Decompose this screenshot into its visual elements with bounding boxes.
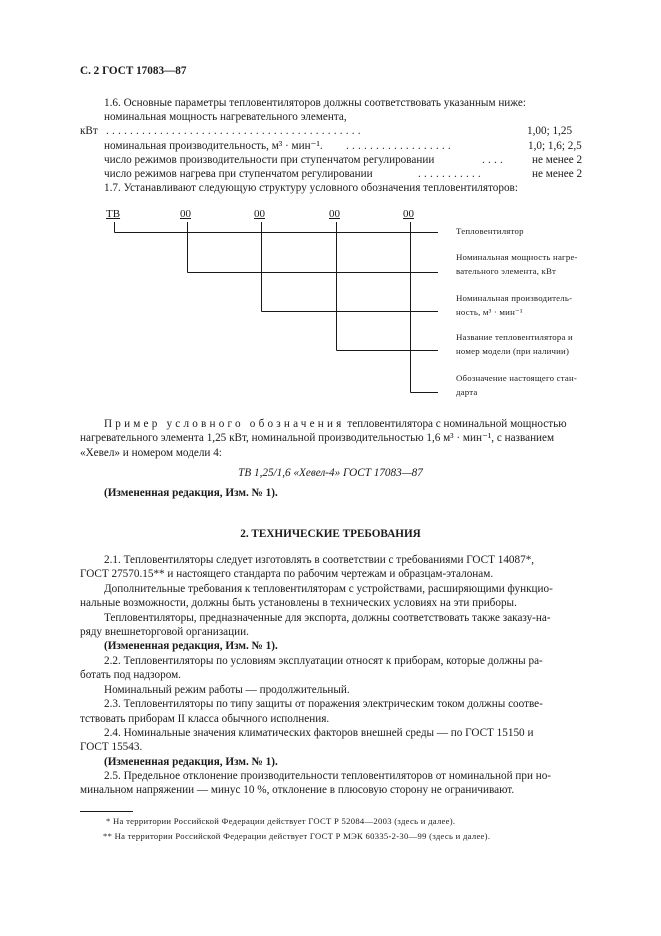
example-designation: ТВ 1,25/1,6 «Хевел-4» ГОСТ 17083—87 xyxy=(238,467,423,479)
clause-1-6-line2: номинальная мощность нагревательного элемента, xyxy=(104,111,347,123)
label-heater: Тепловентилятор xyxy=(456,226,524,236)
section-2-heading: 2. ТЕХНИЧЕСКИЕ ТРЕБОВАНИЯ xyxy=(240,528,421,540)
page-title: С. 2 ГОСТ 17083—87 xyxy=(80,65,187,77)
example-line3: «Хевел» и номером модели 4: xyxy=(80,447,222,459)
s2-line: 2.5. Предельное отклонение производительности тепловентиляторов от номинальной при но- xyxy=(104,770,552,782)
leader-dots: . . . . . . . . . . . . . . . . . . xyxy=(346,140,451,152)
label-power-line1: Номинальная мощность нагре- xyxy=(456,252,578,262)
code-model: 00 xyxy=(329,208,340,220)
heat-modes-value: не менее 2 xyxy=(532,168,583,180)
s2-line: 2.2. Тепловентиляторы по условиям эксплуатации относят к приборам, которые должны ра- xyxy=(104,655,543,667)
example-line2: нагревательного элемента 1,25 кВт, номинальной производительностью 1,6 м³ · мин⁻¹, с названием xyxy=(80,432,555,444)
clause-1-7: 1.7. Устанавливают следующую структуру условного обозначения тепловентиляторов: xyxy=(104,182,518,194)
s2-line: 2.3. Тепловентиляторы по типу защиты от поражения электрическим током должны соотве- xyxy=(104,698,543,710)
label-airflow-line1: Номинальная производитель- xyxy=(456,293,573,303)
code-standard: 00 xyxy=(403,208,414,220)
example-line1 xyxy=(104,417,567,431)
s2-line: 2.1. Тепловентиляторы следует изготовлять в соответствии с требованиями ГОСТ 14087*, xyxy=(104,554,535,566)
airflow-label: номинальная производительность, м³ · мин⁻¹. xyxy=(104,140,323,152)
modes-label: число режимов производительности при ступенчатом регулировании xyxy=(104,154,435,166)
edit-note: (Измененная редакция, Изм. № 1). xyxy=(104,487,278,499)
s2-line: 2.4. Номинальные значения климатических факторов внешней среды — по ГОСТ 15150 и xyxy=(104,727,534,739)
example-line1-rest: тепловентилятора с номинальной мощностью xyxy=(347,418,567,430)
leader-dots: . . . . . . . . . . . xyxy=(418,168,481,180)
s2-line: тствовать приборам II класса обычного исполнения. xyxy=(80,713,330,725)
s2-line: нальные возможности, должны быть установлены в технических условиях на эти приборы. xyxy=(80,597,517,609)
code-power: 00 xyxy=(180,208,191,220)
s2-line: ряду внешнеторговой организации. xyxy=(80,626,249,638)
s2-line: ГОСТ 27570.15** и настоящего стандарта по рабочим чертежам и образцам-эталонам. xyxy=(80,568,494,580)
modes-value: не менее 2 xyxy=(532,154,583,166)
label-model-line2: номер модели (при наличии) xyxy=(456,346,570,356)
label-standard-line2: дарта xyxy=(456,387,478,397)
footnote-2: ** На территории Российской Федерации действует ГОСТ Р МЭК 60335-2-30—99 (здесь и далее). xyxy=(103,831,491,841)
s2-edit-note: (Измененная редакция, Изм. № 1). xyxy=(104,640,278,652)
clause-1-6-line1: 1.6. Основные параметры тепловентиляторов должны соответствовать указанным ниже: xyxy=(104,97,526,109)
s2-line: минальном напряжении — минус 10 %, отклонение в плюсовую сторону не ограничивают. xyxy=(80,784,515,796)
s2-edit-note: (Измененная редакция, Изм. № 1). xyxy=(104,756,278,768)
power-unit: кВт xyxy=(80,125,98,137)
leader-dots: . . . . . . . . . . . . . . . . . . . . . . . . . . . . . . . . . . . . . . . . . . . xyxy=(106,125,361,137)
s2-line: Тепловентиляторы, предназначенные для экспорта, должны соответствовать также заказу-на- xyxy=(104,612,551,624)
power-value: 1,00; 1,25 xyxy=(527,125,573,137)
s2-line: ГОСТ 15543. xyxy=(80,741,143,753)
leader-dots: . . . . xyxy=(482,154,503,166)
s2-line: Дополнительные требования к тепловентиляторам с устройствами, расширяющими функцио- xyxy=(104,583,553,595)
footnote-1: * На территории Российской Федерации действует ГОСТ Р 52084—2003 (здесь и далее). xyxy=(106,816,456,826)
s2-line: ботать под надзором. xyxy=(80,669,181,681)
label-model-line1: Название тепловентилятора и xyxy=(456,332,573,342)
label-airflow-line2: ность, м³ · мин⁻¹ xyxy=(456,307,523,317)
code-tv: ТВ xyxy=(106,208,121,220)
airflow-value: 1,0; 1,6; 2,5 xyxy=(528,140,582,152)
code-airflow: 00 xyxy=(254,208,265,220)
footnote-rule xyxy=(80,811,133,812)
label-power-line2: вательного элемента, кВт xyxy=(456,266,557,276)
example-spaced-heading: Пример условного обозначения xyxy=(104,418,345,430)
heat-modes-label: число режимов нагрева при ступенчатом регулировании xyxy=(104,168,373,180)
label-standard-line1: Обозначение настоящего стан- xyxy=(456,373,577,383)
s2-line: Номинальный режим работы — продолжительный. xyxy=(104,684,350,696)
